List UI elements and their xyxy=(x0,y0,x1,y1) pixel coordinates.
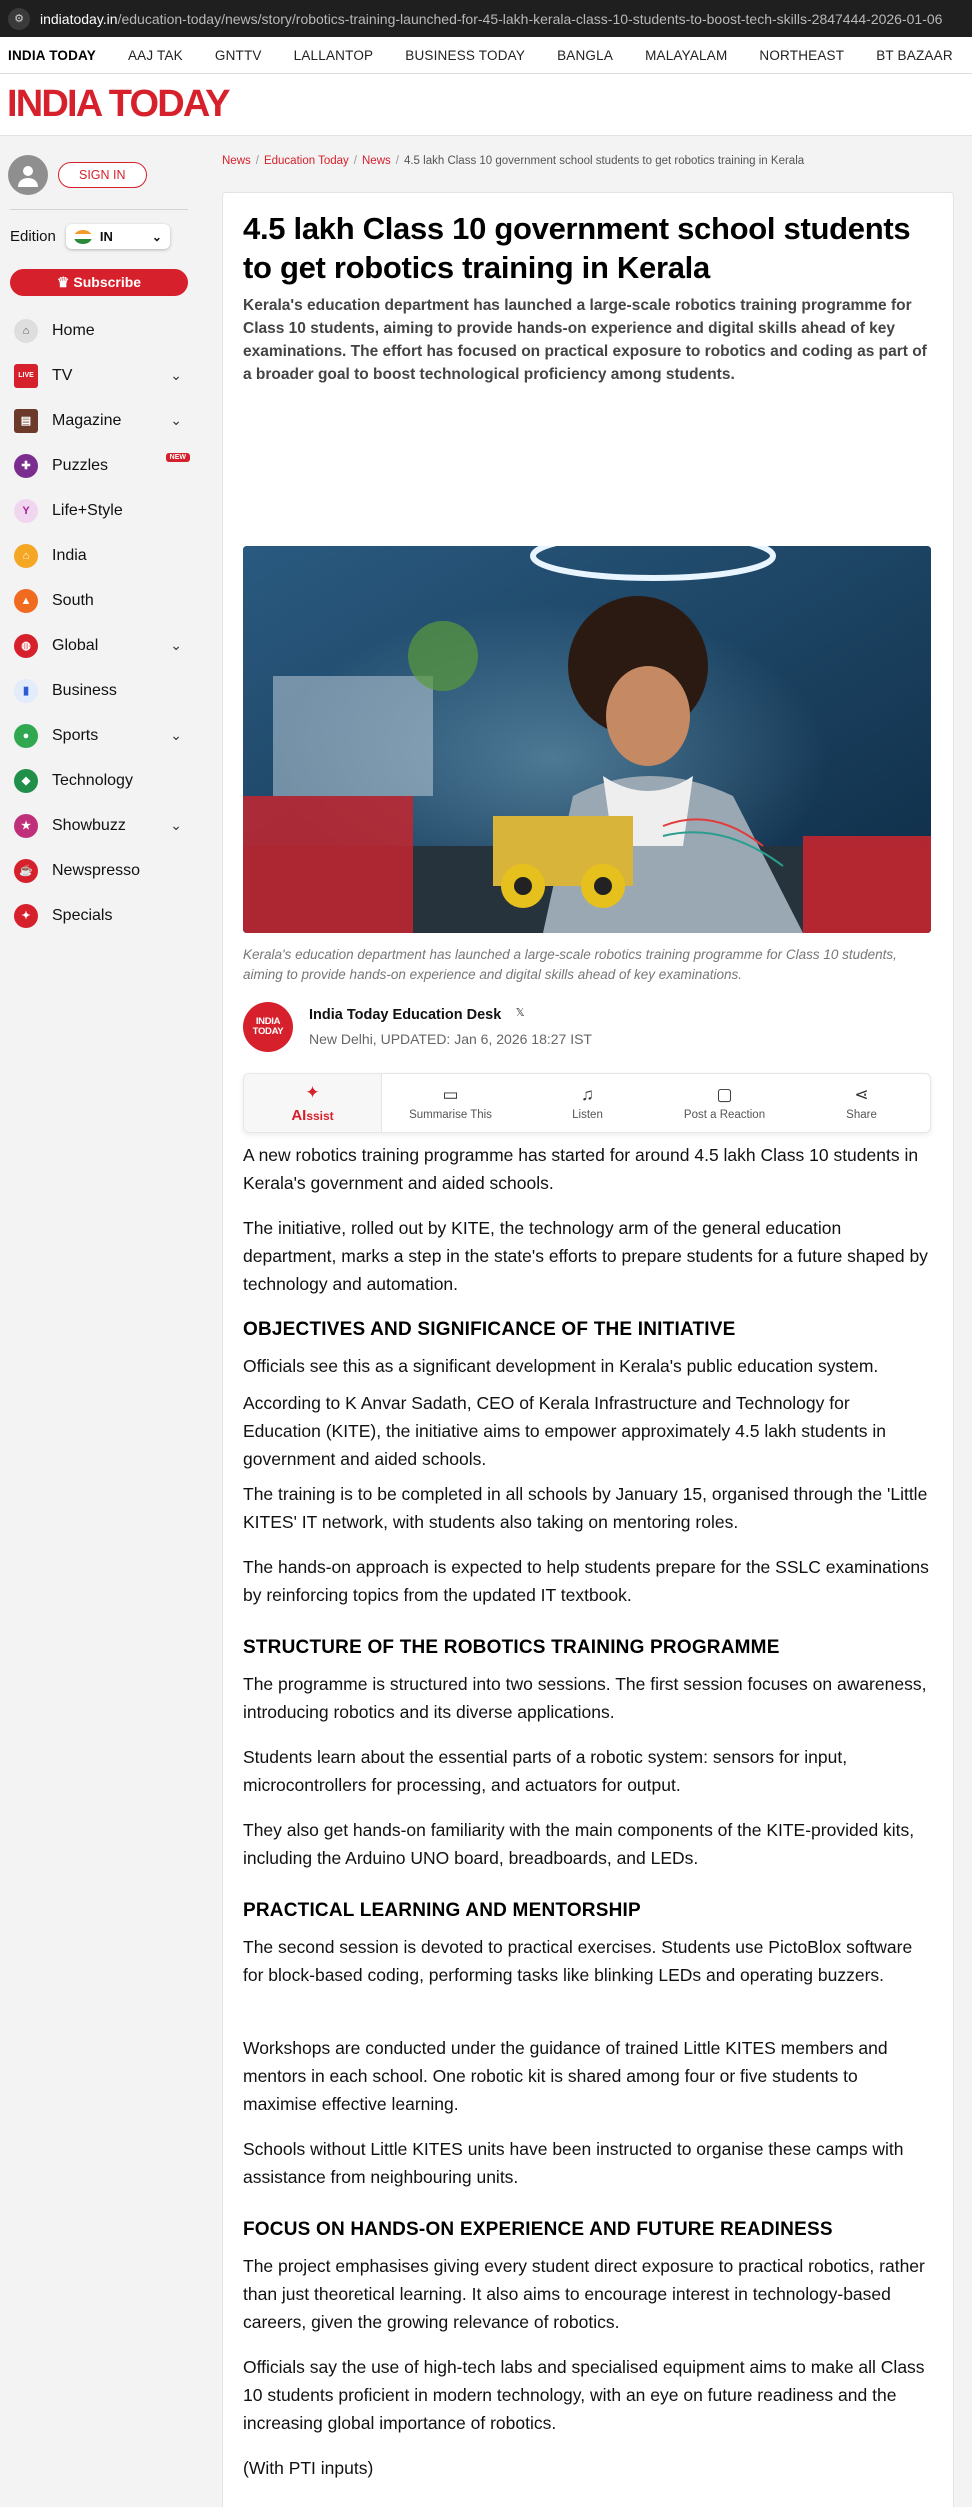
sidebar-item-label: Puzzles xyxy=(52,456,109,474)
robotics-photo xyxy=(243,546,931,933)
body-paragraph: The training is to be completed in all schools by January 15, organised through the 'Little KITES' IT network, with students also taking on mentoring roles. xyxy=(243,1484,928,1532)
body-paragraph: Officials say the use of high-tech labs and specialised equipment aims to make all Class 10 students proficient in modern technology, with an eye on future readiness and the increasing global importance of robotics. xyxy=(243,2357,925,2433)
sidebar-item-label: India xyxy=(52,546,87,564)
body-paragraph: Schools without Little KITES units have been instructed to organise these camps with assistance from neighbouring units. xyxy=(243,2139,904,2187)
puzzle-icon: ✚ xyxy=(14,454,38,478)
author-logo-line2: TODAY xyxy=(252,1026,284,1037)
edition-label: Edition xyxy=(10,228,56,245)
body-paragraph: Officials see this as a significant development in Kerala's public education system. xyxy=(243,1356,879,1376)
body-paragraph: According to K Anvar Sadath, CEO of Kerala Infrastructure and Technology for Education (KITE), the initiative aims to empower approximately 4.5 lakh students in government and aided schools. xyxy=(243,1393,886,1469)
article-actions-bar xyxy=(243,1073,931,1133)
sidebar-item-magazine[interactable] xyxy=(0,398,198,443)
article-hero-image[interactable] xyxy=(243,546,931,933)
author-name[interactable]: India Today Education Desk xyxy=(309,1007,502,1023)
sidebar-item-label: Global xyxy=(52,636,99,654)
sign-in-button[interactable]: SIGN IN xyxy=(58,162,147,188)
sidebar-item-label: Newspresso xyxy=(52,861,141,879)
author-logo[interactable] xyxy=(243,1002,293,1052)
chevron-down-icon[interactable]: ⌄ xyxy=(170,817,182,833)
reaction-label: Post a Reaction xyxy=(683,1109,766,1121)
body-paragraph: The project emphasises giving every student direct exposure to practical robotics, rather than just theoretical learning. It also aims to encourage interest in technology-based careers, given the growing relevance of robotics. xyxy=(243,2256,925,2332)
sidebar-item-newspresso[interactable] xyxy=(0,848,198,893)
live-tv-icon: LIVE xyxy=(14,364,38,388)
listen-button[interactable] xyxy=(519,1074,656,1132)
nav-business-today[interactable]: BUSINESS TODAY xyxy=(405,47,526,63)
nav-bt-bazaar[interactable]: BT BAZAAR xyxy=(876,47,953,63)
sidebar-item-india[interactable] xyxy=(0,533,198,578)
sports-icon: ● xyxy=(14,724,38,748)
author-row xyxy=(243,1002,931,1052)
sidebar-item-sports[interactable] xyxy=(0,713,198,758)
article-card xyxy=(222,192,954,2507)
subscribe-button[interactable] xyxy=(10,269,188,296)
body-paragraph: The second session is devoted to practical exercises. Students use PictoBlox software for block-based coding, performing tasks like blinking LEDs and operating buzzers. xyxy=(243,1937,913,1985)
body-paragraph: They also get hands-on familiarity with the main components of the KITE-provided kits, including the Arduino UNO board, breadboards, and LEDs. xyxy=(243,1820,915,1868)
breadcrumb-news-sub[interactable]: News xyxy=(362,155,391,167)
sidebar-item-technology[interactable] xyxy=(0,758,198,803)
body-paragraph: A new robotics training programme has started for around 4.5 lakh Class 10 students in Kerala's government and aided schools. xyxy=(243,1145,919,1193)
body-paragraph: The hands-on approach is expected to help students prepare for the SSLC examinations by reinforcing topics from the updated IT textbook. xyxy=(243,1557,929,1605)
ai-sparkle-icon: ✦ xyxy=(305,1082,320,1102)
sidebar-item-tv[interactable] xyxy=(0,353,198,398)
dateline: New Delhi, UPDATED: Jan 6, 2026 18:27 IST xyxy=(309,1031,592,1047)
section-heading: PRACTICAL LEARNING AND MENTORSHIP xyxy=(243,1900,641,1921)
home-icon: ⌂ xyxy=(14,319,38,343)
sidebar-item-label: South xyxy=(52,591,94,609)
specials-icon: ✦ xyxy=(14,904,38,928)
chevron-down-icon[interactable]: ⌄ xyxy=(170,367,182,383)
network-nav xyxy=(0,37,972,74)
subscribe-label: Subscribe xyxy=(73,274,142,290)
new-badge: NEW xyxy=(166,453,190,462)
body-paragraph: The initiative, rolled out by KITE, the technology arm of the general education department, marks a step in the state's efforts to prepare students for a future shaped by technology and automation. xyxy=(243,1218,928,1294)
share-label: Share xyxy=(846,1109,877,1121)
post-reaction-button[interactable] xyxy=(656,1074,793,1132)
cocktail-icon: Y xyxy=(14,499,38,523)
headphones-icon: ♫ xyxy=(581,1085,594,1104)
sidebar-item-specials[interactable] xyxy=(0,893,198,938)
nav-gnttv[interactable]: GNTTV xyxy=(214,47,262,63)
globe-icon: ◍ xyxy=(14,634,38,658)
showbuzz-icon: ★ xyxy=(14,814,38,838)
body-paragraph: (With PTI inputs) xyxy=(243,2458,374,2478)
edition-select[interactable] xyxy=(66,224,170,249)
chevron-down-icon[interactable]: ⌄ xyxy=(170,637,182,653)
body-paragraph: The programme is structured into two sessions. The first session focuses on awareness, introducing robotics and its diverse applications. xyxy=(243,1674,927,1722)
india-icon: ⌂ xyxy=(14,544,38,568)
sidebar-item-business[interactable] xyxy=(0,668,198,713)
x-social-icon[interactable]: 𝕏 xyxy=(515,1007,525,1019)
ai-assist-button[interactable] xyxy=(244,1074,382,1132)
technology-icon: ◆ xyxy=(14,769,38,793)
sidebar-item-home[interactable] xyxy=(0,308,198,353)
sidebar-item-label: Sports xyxy=(52,726,99,744)
breadcrumb-education-today[interactable]: Education Today xyxy=(263,155,349,167)
sidebar-item-label: Specials xyxy=(52,906,113,924)
breadcrumb-current: 4.5 lakh Class 10 government school students to get robotics training in Kerala xyxy=(403,155,805,167)
body-paragraph: Students learn about the essential parts of a robotic system: sensors for input, microcontrollers for processing, and actuators for output. xyxy=(243,1747,848,1795)
coffee-cup-icon: ☕ xyxy=(14,859,38,883)
sidebar-item-label: Business xyxy=(52,681,117,699)
sidebar xyxy=(0,137,198,2507)
article-summary: Kerala's education department has launched a large-scale robotics training programme for Class 10 students, aiming to provide hands-on experience and digital skills ahead of key examinations. The effort has focused on practical exposure to robotics and coding as part of a broader goal to boost technological proficiency among students. xyxy=(243,297,927,383)
sidebar-item-label: TV xyxy=(52,366,73,384)
sidebar-item-puzzles[interactable] xyxy=(0,443,198,488)
sidebar-item-global[interactable] xyxy=(0,623,198,668)
edition-row xyxy=(0,210,198,249)
sidebar-item-south[interactable] xyxy=(0,578,198,623)
user-row xyxy=(0,137,198,195)
sidebar-item-label: Home xyxy=(52,321,95,339)
sidebar-item-label: Life+Style xyxy=(52,501,123,519)
breadcrumb: News / Education Today / News / 4.5 lakh Class 10 government school students to get robotics training in Kerala xyxy=(222,155,805,167)
breadcrumb-news[interactable]: News xyxy=(222,155,251,167)
nav-lallantop[interactable]: LALLANTOP xyxy=(293,47,374,63)
image-caption: Kerala's education department has launched a large-scale robotics training programme for Class 10 students, aiming to provide hands-on experience and digital skills ahead of key examinations. xyxy=(243,947,897,982)
browser-url-bar[interactable] xyxy=(0,0,972,37)
nav-bangla[interactable]: BANGLA xyxy=(557,47,614,63)
temple-icon: ▲ xyxy=(14,589,38,613)
chevron-down-icon[interactable]: ⌄ xyxy=(170,412,182,428)
article-title: 4.5 lakh Class 10 government school students to get robotics training in Kerala xyxy=(243,211,911,285)
section-heading: FOCUS ON HANDS-ON EXPERIENCE AND FUTURE READINESS xyxy=(243,2219,833,2240)
sidebar-item-label: Showbuzz xyxy=(52,816,126,834)
sidebar-item-label: Technology xyxy=(52,771,133,789)
body-paragraph: Workshops are conducted under the guidance of trained Little KITES members and mentors in each school. One robotic kit is shared among four or five students to maximise effective learning. xyxy=(243,2038,888,2114)
author-meta xyxy=(309,1002,592,1047)
ai-assist-label: AIssist xyxy=(291,1106,334,1124)
nav-malayalam[interactable]: MALAYALAM xyxy=(645,47,728,63)
sidebar-item-lifestyle[interactable] xyxy=(0,488,198,533)
nav-aaj-tak[interactable]: AAJ TAK xyxy=(127,47,183,63)
chevron-down-icon: ⌄ xyxy=(151,229,162,244)
sidebar-item-label: Magazine xyxy=(52,411,122,429)
comment-icon: ▢ xyxy=(716,1085,733,1104)
author-logo-line1: INDIA xyxy=(255,1016,281,1027)
site-settings-icon[interactable]: ⚙ xyxy=(8,8,30,30)
document-icon: ▭ xyxy=(442,1085,459,1104)
nav-northeast[interactable]: NORTHEAST xyxy=(759,47,845,63)
india-flag-icon xyxy=(74,230,92,244)
share-icon: ⋖ xyxy=(854,1085,869,1104)
nav-india-today[interactable]: INDIA TODAY xyxy=(8,47,96,63)
sidebar-item-showbuzz[interactable] xyxy=(0,803,198,848)
listen-label: Listen xyxy=(572,1109,603,1121)
section-nav xyxy=(0,308,198,938)
edition-value: IN xyxy=(99,229,113,244)
crown-icon: ♛ xyxy=(56,274,70,290)
summarise-label: Summarise This xyxy=(409,1109,492,1121)
section-heading: STRUCTURE OF THE ROBOTICS TRAINING PROGRAMME xyxy=(243,1637,780,1658)
magazine-icon: ▤ xyxy=(14,409,38,433)
url-text[interactable]: indiatoday.in/education-today/news/story/robotics-training-launched-for-45-lakh-kerala-class-10-students-to-boost-tech-skills-2847444-2026-01-06 xyxy=(40,10,943,27)
section-heading: OBJECTIVES AND SIGNIFICANCE OF THE INITIATIVE xyxy=(243,1319,736,1340)
business-chart-icon: ▮ xyxy=(14,679,38,703)
chevron-down-icon[interactable]: ⌄ xyxy=(170,727,182,743)
summarise-button[interactable] xyxy=(382,1074,519,1132)
share-button[interactable] xyxy=(793,1074,930,1132)
logo-row xyxy=(0,74,972,136)
user-avatar-icon[interactable] xyxy=(8,155,48,195)
india-today-logo[interactable]: INDIA TODAY xyxy=(7,83,229,125)
